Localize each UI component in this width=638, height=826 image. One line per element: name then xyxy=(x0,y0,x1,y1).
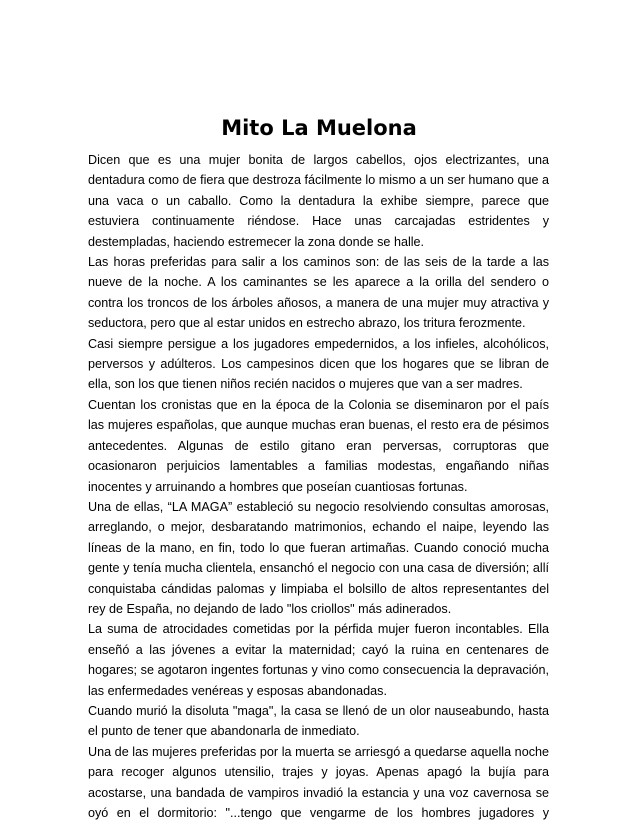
document-title: Mito La Muelona xyxy=(221,116,417,140)
paragraph-5: Una de ellas, “LA MAGA” estableció su negocio resolviendo consultas amorosas, arreglando, o mejor, desbaratando matrimonios, echando el naipe, leyendo las líneas de la mano, en fin, todo lo que fueran artimañas. Cuando conoció mucha gente y tenía mucha clientela, ensanchó el negocio con una casa de diversión; allí conquistaba cándidas palomas y limpiaba el bolsillo de altos representantes del rey de España, no dejando de lado "los criollos" más adinerados. xyxy=(88,499,549,616)
paragraph-7: Cuando murió la disoluta "maga", la casa se llenó de un olor nauseabundo, hasta el punto de tener que abandonarla de inmediato. xyxy=(88,703,549,739)
paragraph-4: Cuentan los cronistas que en la época de la Colonia se diseminaron por el país las mujeres españolas, que aunque muchas eran buenas, el resto era de pésimos antecedentes. Algunas de estilo gitano eran perversas, corruptoras que ocasionaron perjuicios lamentables a familias modestas, engañando niñas inocentes y arruinando a hombres que poseían cuantiosas fortunas. xyxy=(88,397,549,494)
paragraph-6: La suma de atrocidades cometidas por la pérfida mujer fueron incontables. Ella enseñó a las jóvenes a evitar la maternidad; cayó la ruina en centenares de hogares; se agotaron ingentes fortunas y vino como consecuencia la depravación, las enfermedades venéreas y esposas abandonadas. xyxy=(88,622,549,698)
paragraph-1: Dicen que es una mujer bonita de largos cabellos, ojos electrizantes, una dentadura como de fiera que destroza fácilmente lo mismo a un ser humano que a una vaca o un caballo. Como la dentadura la exhibe siempre, parece que estuviera continuamente riéndose. Hace unas carcajadas estridentes y destempladas, haciendo estremecer la zona donde se halle. xyxy=(88,153,549,249)
paragraph-3: Casi siempre persigue a los jugadores empedernidos, a los infieles, alcohólicos, perversos y adúlteros. Los campesinos dicen que los hogares que se libran de ella, son los que tienen niños recién nacidos o mujeres que van a ser madres. xyxy=(88,336,549,392)
paragraph-8: Una de las mujeres preferidas por la muerta se arriesgó a quedarse aquella noche para recoger algunos utensilio, trajes y joyas. Apenas apagó la bujía para acostarse, una bandada de vampiros invadió la estancia y una voz cavernosa se oyó en el dormitorio: "...tengo que vengarme de los hombres jugadores y xyxy=(88,744,549,820)
paragraph-2: Las horas preferidas para salir a los caminos son: de las seis de la tarde a las nueve de la noche. A los caminantes se les aparece a la orilla del sendero o contra los troncos de los árboles añosos, a manera de una mujer muy atractiva y seductora, pero que al estar unidos en estrecho abrazo, los tritura ferozmente. xyxy=(88,255,549,331)
document-body xyxy=(88,150,549,823)
